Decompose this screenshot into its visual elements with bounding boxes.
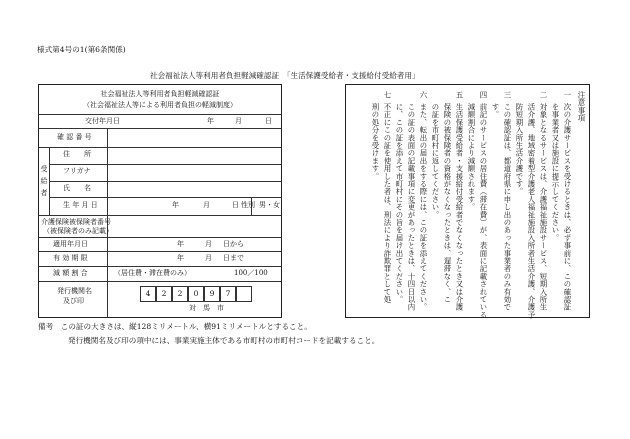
note-number: 六	[419, 91, 428, 99]
note-number: 七	[383, 91, 392, 99]
note-line: 刑の処分を受けます。	[371, 103, 380, 180]
apply-date-label: 適用年月日	[53, 240, 88, 248]
card-subtitle: （社会福祉法人等による利用者負担の軽減制度）	[83, 101, 237, 109]
recipient-label: 受給者	[40, 165, 48, 197]
note-line: また、転出の届出をする際には、この証を添えてください。	[419, 103, 428, 311]
note-line: の証を市町村に返してください。	[431, 103, 440, 219]
document-heading: 社会福祉法人等利用者負担軽減確認証 「生活保護受給者・支援給付受給者用」	[150, 71, 420, 80]
form-label: 様式第4号の1(第6条関係)	[37, 45, 126, 54]
code-digit: 7	[220, 286, 236, 302]
code-digit	[236, 286, 252, 302]
code-digit: 4	[140, 286, 156, 302]
note-line: 保険の被保険者の資格がなくなったときは、遅滞なく、こ	[443, 103, 452, 304]
note-line: 防短期入所生活介護です。	[515, 103, 524, 196]
code-digit: 0	[188, 286, 204, 302]
gender-label: 性別	[241, 201, 255, 209]
notes-heading: 注意事項	[577, 91, 586, 122]
confirm-number-label: 確 認 番 号	[57, 133, 92, 141]
reduction-value: 100／100	[234, 269, 268, 277]
note-line: 生活保護受給者・支援給付受給者でなくなったとき又は介護	[455, 103, 464, 311]
note-line: 前記のサービスの居住費（滞在費）が、表面に記載されている	[479, 103, 488, 319]
note-number: 一	[563, 91, 572, 99]
card-title: 社会福祉法人等利用者負担軽減確認証	[100, 90, 220, 98]
valid-until-label: 有 効 期 限	[53, 254, 88, 262]
card-front: 社会福祉法人等利用者負担軽減確認証 （社会福祉法人等による利用者負担の軽減制度） 交付年月日 年 月 日 確 認 番 号 受給者 住 所 フリガナ 氏 名 生 年 月 日 年 月 日 性別 男・女 介護保険被保険者番号 （被保険者のみ記載） 適用年月日 年 月 日から 有 効 期 限 年 月 日まで 減 額 割 合 （居住費・滞在費のみ） 100／100 発行機関名 及び印 4 2 2 0 9 7 対 馬 市	[38, 84, 282, 318]
note-line: 次の介護サービスを受けるときは、必ず事前に、この確認証	[563, 103, 572, 311]
note-line: この確認証は、都道府県に申し出のあった事業者のみ有効で	[503, 103, 512, 311]
note-line: 対象となるサービスは、介護福祉施設サービス、短期入所生	[539, 103, 548, 311]
issuer-label: 発行機関名	[57, 287, 92, 295]
insured-number-label: 介護保険被保険者番号	[41, 218, 111, 226]
gender-options: 男・女	[259, 201, 280, 209]
address-label: 住 所	[63, 150, 91, 158]
footnote-size: 備考 この証の大きさは、縦128ミリメートル、横91ミリメートルとすること。	[38, 322, 312, 331]
note-line: 活介護、地域密着型介護老人福祉施設入所者生活介護、介護予	[527, 103, 536, 319]
issuer-name: 対 馬 市	[189, 304, 224, 312]
footnote-issuer: 発行機関名及び印の項中には、事業実施主体である市町村の市町村コードを記載すること。	[68, 336, 380, 345]
note-line: を事業者又は施設に提示してください。	[551, 103, 560, 242]
furigana-label: フリガナ	[63, 167, 91, 175]
card-back-notes	[345, 84, 590, 318]
note-number: 三	[503, 91, 512, 99]
issuer-seal-label: 及び印	[63, 297, 84, 305]
insured-number-note: （被保険者のみ記載）	[43, 227, 113, 235]
note-line: 不正にこの証を使用した者は、刑法により詐欺罪として処	[383, 103, 392, 304]
code-digit: 2	[172, 286, 188, 302]
note-line: 減額割合により減額されます。	[467, 103, 476, 211]
code-digit: 2	[156, 286, 172, 302]
birthdate-label: 生 年 月 日	[63, 201, 98, 209]
note-line: に、この証を添えて市町村にその旨を届け出てください。	[395, 103, 404, 304]
name-label: 氏 名	[63, 184, 91, 192]
code-digit: 9	[204, 286, 220, 302]
issue-date-label: 交付年月日	[85, 117, 120, 125]
note-number: 五	[455, 91, 464, 99]
note-number: 四	[479, 91, 488, 99]
note-line: この証の表面の記載事項に変更があったときは、十四日以内	[407, 103, 416, 311]
reduction-note: （居住費・滞在費のみ）	[114, 269, 191, 277]
note-line: す。	[491, 103, 500, 119]
reduction-rate-label: 減 額 割 合	[53, 269, 88, 277]
note-number: 二	[539, 91, 548, 99]
